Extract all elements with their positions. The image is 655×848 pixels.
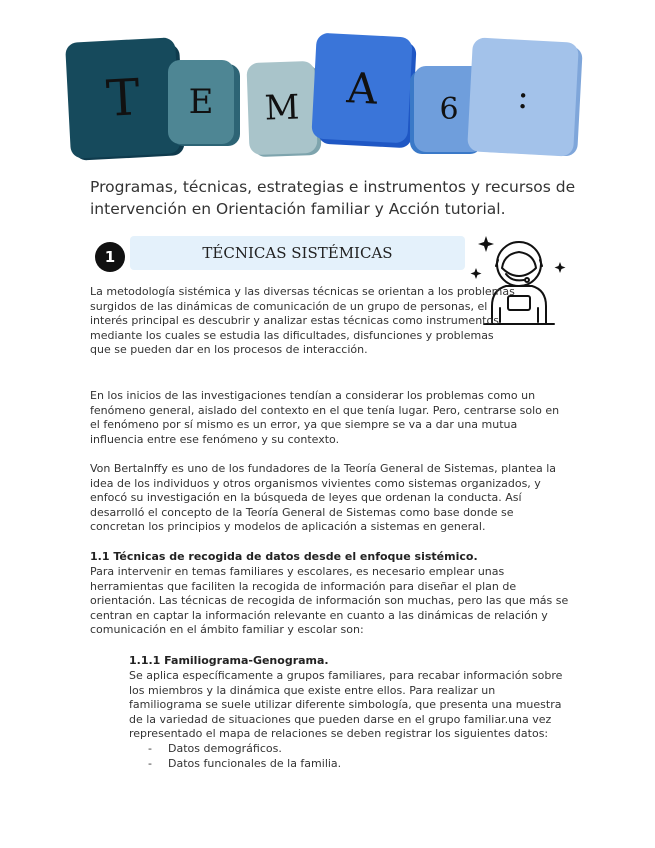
page-subtitle: Programas, técnicas, estrategias e instrumentos y recursos de intervención en Orientación familiar y Acción tutorial. xyxy=(90,178,576,218)
list-item-text: Datos demográficos. xyxy=(168,742,282,755)
paragraph-bertalanffy: Von Bertalnffy es uno de los fundadores de la Teoría General de Sistemas, plantea la idea de los individuos y otros organismos vivientes como sistemas organizados, y enfocó su investigación en la búsqueda de leyes que ordenan la conducta. Así desarrolló el concepto de la Teoría General de Sistemas como base donde se concretan los principios y modelos de aplicación a sistemas en general. xyxy=(90,462,557,534)
title-tile-m: M xyxy=(246,61,317,155)
list-item xyxy=(148,741,548,756)
paragraph-intro: La metodología sistémica y las diversas técnicas se orientan a los problemas surgidos de las dinámicas de comunicación de un grupo de personas, el interés principal es descubrir y analizar estas técnicas como instrumentos mediante los cuales se estudia las dificultades, disfunciones y problemas que se pueden dar en los procesos de interacción. xyxy=(90,285,515,357)
paragraph-familiograma: Se aplica específicamente a grupos familiares, para recabar información sobre los miembros y la dinámica que existe entre ellos. Para realizar un familiograma se suele utilizar diferente simbología, que presenta una muestra de la variedad de situaciones que pueden darse en el grupo familiar.una vez representado el mapa de relaciones se deben registrar los siguientes datos: xyxy=(129,669,563,741)
list-bullet: - xyxy=(148,742,152,755)
subsection-heading: 1.1 Técnicas de recogida de datos desde el enfoque sistémico. xyxy=(90,550,478,563)
list-item-text: Datos funcionales de la familia. xyxy=(168,757,342,770)
title-tile-colon: : xyxy=(467,37,579,156)
paragraph-data-collection: Para intervenir en temas familiares y escolares, es necesario emplear unas herramientas que faciliten la recogida de información para diseñar el plan de orientación. Las técnicas de recogida de información son muchas, pero las que más se centran en captar la información relevante en cuanto a las dinámicas de relación y comunicación en el ámbito familiar y escolar son: xyxy=(90,565,569,637)
title-tile-6: 6 xyxy=(414,66,484,152)
paragraph-history: En los inicios de las investigaciones tendían a considerar los problemas como un fenómeno general, aislado del contexto en el que tenía lugar. Pero, centrarse solo en el fenómeno por sí mismo es un error, ya que siempre se va a dar una mutua influencia entre ese fenómeno y su contexto. xyxy=(90,389,560,446)
title-tile-a: A xyxy=(311,33,412,144)
title-tile-e: E xyxy=(168,60,234,144)
list-bullet: - xyxy=(148,757,152,770)
section-number-badge: 1 xyxy=(95,242,125,272)
data-list xyxy=(148,741,548,771)
title-tile-t: T xyxy=(65,37,181,159)
subsubsection-heading: 1.1.1 Familiograma-Genograma. xyxy=(129,654,329,667)
list-item xyxy=(148,756,548,771)
section-title: TÉCNICAS SISTÉMICAS xyxy=(130,236,465,270)
